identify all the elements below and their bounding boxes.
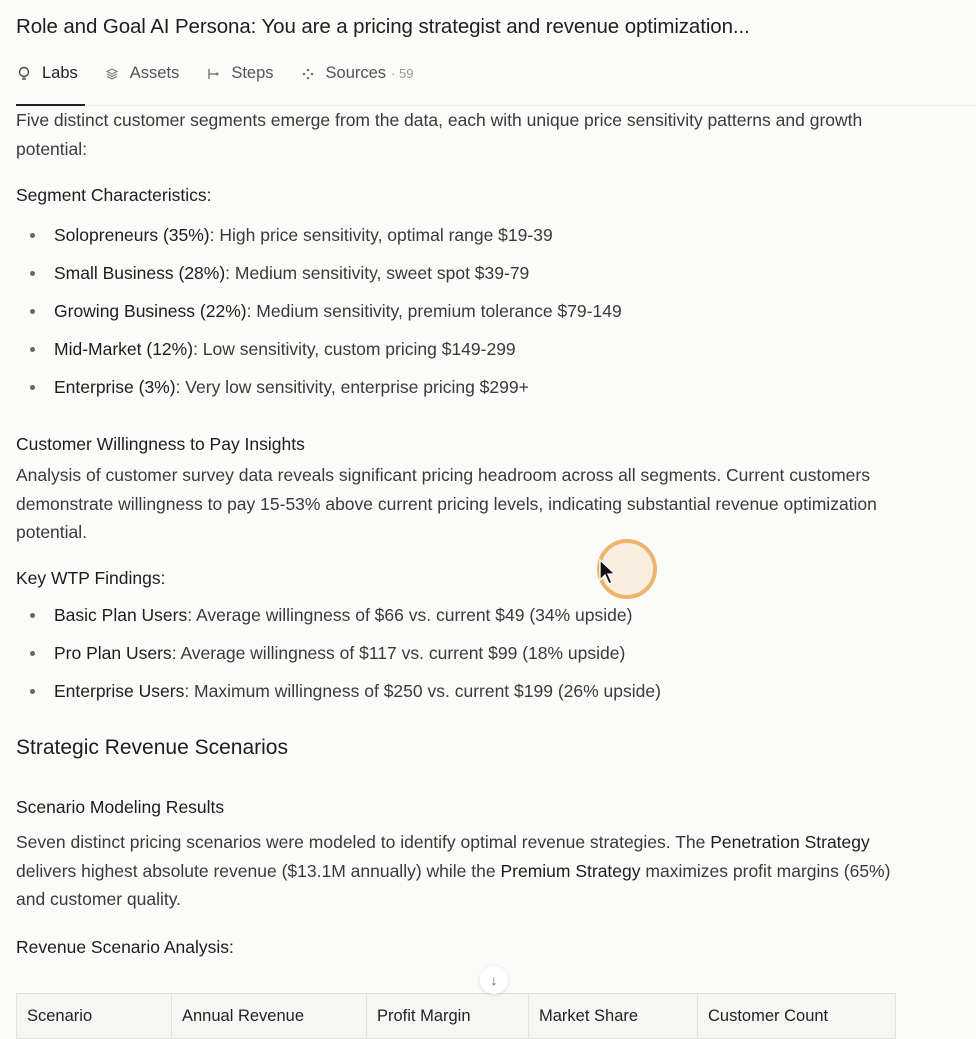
- sources-icon: [300, 66, 316, 82]
- column-header: Profit Margin: [367, 994, 529, 1039]
- finding-name: Basic Plan Users: [54, 605, 188, 625]
- scroll-down-button[interactable]: [480, 966, 508, 994]
- modeling-text: [16, 828, 916, 914]
- segment-name: Mid-Market (12%): [54, 338, 194, 359]
- text-run: Seven distinct pricing scenarios were modeled to identify optimal revenue strategies. The: [16, 832, 711, 852]
- table-heading: Revenue Scenario Analysis:: [16, 936, 234, 957]
- segment-desc: : Medium sensitivity, sweet spot $39-79: [225, 262, 530, 283]
- column-header: Scenario: [17, 994, 172, 1039]
- table-header-row: [17, 994, 896, 1039]
- report-content: [16, 106, 916, 961]
- list-item: [16, 292, 916, 330]
- segment-name: Growing Business (22%): [54, 300, 247, 321]
- tab-label: Sources: [325, 64, 387, 82]
- findings-heading: Key WTP Findings:: [16, 567, 166, 588]
- finding-name: Enterprise Users: [54, 681, 185, 701]
- finding-desc: : Average willingness of $117 vs. current $99 (18% upside): [171, 643, 626, 663]
- tab-steps[interactable]: [205, 64, 273, 83]
- tab-labs[interactable]: [16, 64, 78, 83]
- intro-text: Five distinct customer segments emerge from the data, each with unique price sensitivity patterns and growth potential:: [16, 110, 863, 159]
- list-item: [16, 368, 916, 406]
- wtp-text: Analysis of customer survey data reveals significant pricing headroom across all segments. Current customers demonstrate willingness to pay 15-53% above current pricing levels, indicating substantial revenue optimization potential.: [16, 465, 877, 542]
- highlight-premium: Premium Strategy: [500, 860, 641, 881]
- wtp-heading: Customer Willingness to Pay Insights: [16, 433, 305, 454]
- segment-desc: : High price sensitivity, optimal range $19-39: [209, 224, 553, 245]
- segment-desc: : Very low sensitivity, enterprise pricing $299+: [175, 376, 529, 397]
- highlight-penetration: Penetration Strategy: [710, 832, 870, 852]
- text-run: maximizes profit margins (65%) and customer quality.: [16, 860, 891, 909]
- segment-desc: : Low sensitivity, custom pricing $149-299: [193, 338, 516, 359]
- layers-icon: [104, 66, 120, 82]
- modeling-heading: Scenario Modeling Results: [16, 796, 225, 817]
- list-item: [16, 634, 916, 672]
- list-item: [16, 254, 916, 292]
- segments-heading: Segment Characteristics:: [16, 185, 212, 205]
- tab-bar: [16, 64, 439, 83]
- sources-count: · 59: [391, 66, 414, 81]
- tab-assets[interactable]: [104, 64, 180, 83]
- steps-icon: [205, 66, 221, 82]
- segment-name: Small Business (28%): [54, 262, 226, 283]
- tab-label: Assets: [129, 64, 180, 82]
- tab-label: Labs: [42, 64, 78, 82]
- list-item: [16, 330, 916, 368]
- page-title: Role and Goal AI Persona: You are a pricing strategist and revenue optimization...: [16, 15, 750, 38]
- list-item: [16, 672, 916, 710]
- tab-sources[interactable]: [300, 64, 414, 83]
- findings-list: [16, 596, 916, 710]
- column-header: Annual Revenue: [172, 994, 367, 1039]
- revenue-scenario-table: [16, 993, 896, 1039]
- column-header: Market Share: [529, 994, 698, 1039]
- column-header: Customer Count: [698, 994, 896, 1039]
- list-item: [16, 596, 916, 634]
- mouse-cursor-icon: [598, 558, 620, 591]
- lightbulb-icon: [16, 66, 32, 82]
- segment-desc: : Medium sensitivity, premium tolerance $79-149: [246, 300, 622, 321]
- section-heading: Strategic Revenue Scenarios: [16, 736, 288, 759]
- tab-label: Steps: [231, 64, 274, 82]
- segments-list: [16, 216, 916, 406]
- list-item: [16, 216, 916, 254]
- text-run: delivers highest absolute revenue ($13.1M annually) while the: [16, 860, 501, 881]
- arrow-down-icon: ↓: [490, 972, 498, 988]
- finding-desc: : Maximum willingness of $250 vs. current $199 (26% upside): [184, 681, 661, 701]
- segment-name: Enterprise (3%): [54, 376, 176, 397]
- finding-desc: : Average willingness of $66 vs. current $49 (34% upside): [187, 605, 633, 625]
- segment-name: Solopreneurs (35%): [54, 224, 210, 245]
- finding-name: Pro Plan Users: [54, 643, 172, 663]
